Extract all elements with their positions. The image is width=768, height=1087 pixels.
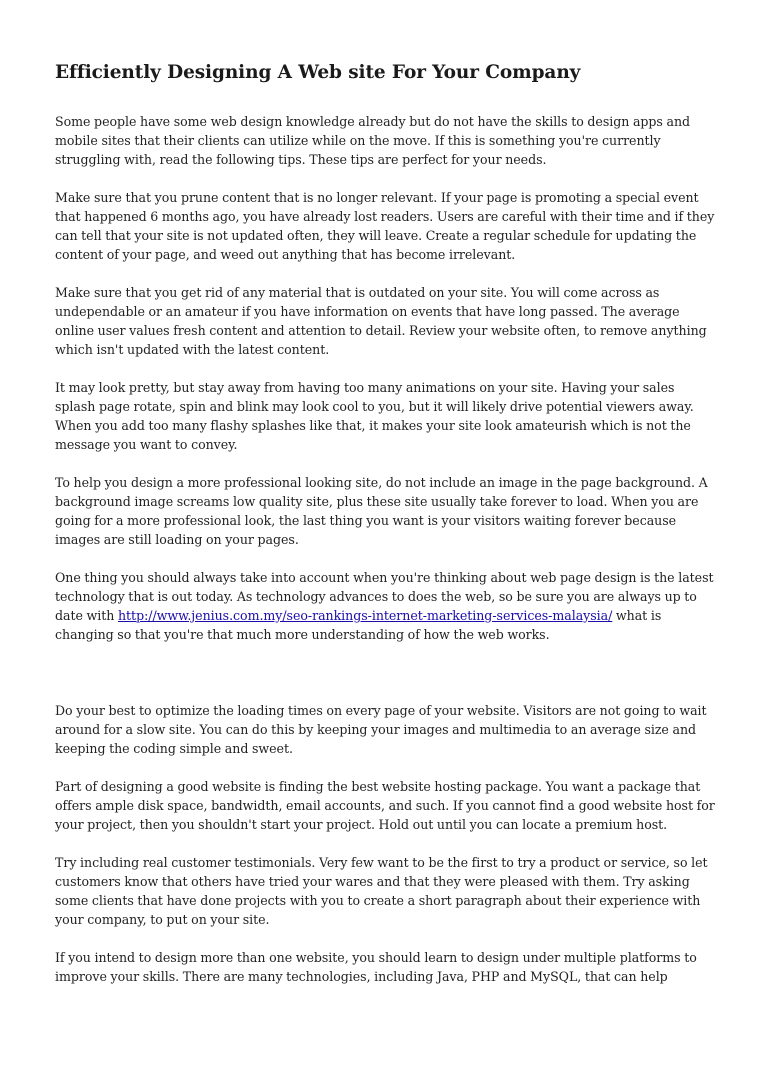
paragraph-hosting-package: Part of designing a good website is finding the best website hosting package. You want a package that offers ample disk space, bandwidth, email accounts, and such. If you cannot find a good website host for your project, then you shouldn't start your project. Hold out until you can locate a premium host. xyxy=(55,779,715,832)
page-title: Efficiently Designing A Web site For Your Company xyxy=(55,62,581,83)
paragraph-loading-times: Do your best to optimize the loading times on every page of your website. Visitors are not going to wait around for a slow site. You can do this by keeping your images and multimedia to an average size and keeping the coding simple and sweet. xyxy=(55,703,707,756)
link-paragraph-after-text: what is changing so that you're that much more understanding of how the web works. xyxy=(55,608,662,642)
paragraph-testimonials: Try including real customer testimonials. Very few want to be the first to try a product or service, so let customers know that others have tried your wares and that they were pleased with them. Try asking some clients that have done projects with you to create a short paragraph about their experience with your company, to put on your site. xyxy=(55,855,708,927)
paragraph-background-image: To help you design a more professional looking site, do not include an image in the page background. A background image screams low quality site, plus these site usually take forever to load. When you are going for a more professional look, the last thing you want is your visitors waiting forever because images are still loading on your pages. xyxy=(55,475,708,547)
document-page xyxy=(55,60,715,1005)
paragraph-latest-technology xyxy=(55,568,715,644)
blank-spacer xyxy=(55,663,715,701)
paragraph-animations: It may look pretty, but stay away from having too many animations on your site. Having your sales splash page rotate, spin and blink may look cool to you, but it will likely drive potential viewers away. When you add too many flashy splashes like that, it makes your site look amateurish which is not the message you want to convey. xyxy=(55,380,694,452)
paragraph-outdated-material: Make sure that you get rid of any material that is outdated on your site. You will come across as undependable or an amateur if you have information on events that have long passed. The average online user values fresh content and attention to detail. Review your website often, to remove anything which isn't updated with the latest content. xyxy=(55,285,707,357)
paragraph-intro: Some people have some web design knowledge already but do not have the skills to design apps and mobile sites that their clients can utilize while on the move. If this is something you're currently struggling with, read the following tips. These tips are perfect for your needs. xyxy=(55,114,691,167)
link-paragraph-before-text: One thing you should always take into account when you're thinking about web page design is the latest technology that is out today. As technology advances to does the web, so be sure you are always up to date with xyxy=(55,570,714,623)
paragraph-multiple-platforms: If you intend to design more than one website, you should learn to design under multiple platforms to improve your skills. There are many technologies, including Java, PHP and MySQL, that can help xyxy=(55,950,697,984)
paragraph-prune-content: Make sure that you prune content that is no longer relevant. If your page is promoting a special event that happened 6 months ago, you have already lost readers. Users are careful with their time and if they can tell that your site is not updated often, they will leave. Create a regular schedule for updating the content of your page, and weed out anything that has become irrelevant. xyxy=(55,190,715,262)
external-link[interactable]: http://www.jenius.com.my/seo-rankings-internet-marketing-services-malaysia/ xyxy=(117,608,613,623)
